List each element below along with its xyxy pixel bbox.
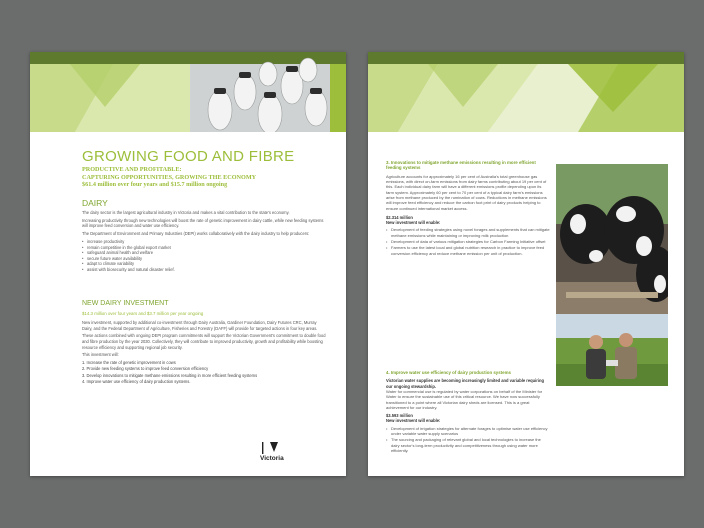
section-4-amount: $3.593 million xyxy=(386,413,413,419)
section-3-heading: 3. Innovations to mitigate methane emissions resulting in more efficient feeding systems xyxy=(386,160,536,171)
right-page xyxy=(368,52,684,476)
list-item: 3. Develop innovations to mitigate methane emissions resulting in more efficient feeding systems xyxy=(82,372,258,378)
list-item: 2. Provide new feeding systems to improve feed conversion efficiency xyxy=(82,366,209,372)
investment-paragraph: These actions combined with ongoing DEPI program commitments will support the Victorian Government's commitment to double food and fibre production by the year 2030. Collectively, they will contribute to improved productivity, growth and profitability while boosting resource efficiency and supporting regional job security. xyxy=(82,333,326,350)
section-3-bullets xyxy=(386,227,550,255)
dairy-body xyxy=(82,210,328,273)
list-item: • The sourcing and packaging of relevant global and local technologies to increase the dairy sector's long-term productivity and competitiveness through using water more efficiently. xyxy=(386,437,550,453)
dairy-heading: DAIRY xyxy=(82,198,108,208)
list-item: 1. Increase the rate of genetic improvement in cows xyxy=(82,360,176,366)
section-4-lead: Victorian water supplies are becoming increasingly limited and variable requiring our ongoing stewardship. xyxy=(386,378,545,389)
right-banner-graphic xyxy=(368,52,684,132)
left-banner xyxy=(30,52,346,132)
list-item: • Development of data of various mitigation strategies for Carbon Farming Initiative offset xyxy=(386,239,550,244)
section-3-enable: New investment will enable: xyxy=(386,220,441,226)
investment-heading: NEW DAIRY INVESTMENT xyxy=(82,300,169,307)
section-3 xyxy=(386,160,550,257)
dairy-paragraph: The dairy sector is the largest agricultural industry in Victoria and makes a vital contribution to the state's economy. xyxy=(82,210,290,215)
section-3-amount: $2.314 million xyxy=(386,214,413,220)
left-banner-graphic xyxy=(30,52,346,132)
investment-paragraph: New investment, supported by additional co-investment through Dairy Australia, Gardiner Foundation, Dairy Futures CRC, Murray Dairy, and the Federal Department of Agriculture, Fisheries and Forestry (DAFF) will provide for targeted actions in four key areas. xyxy=(82,320,318,331)
list-item: • increase productivity xyxy=(82,239,328,245)
dairy-bullet-list xyxy=(82,239,328,273)
list-item: • assist with biosecurity and natural disaster relief. xyxy=(82,267,328,273)
list-item: • secure future water availability xyxy=(82,256,328,262)
section-3-text: Agriculture accounts for approximately 16 per cent of Australia's total greenhouse gas emissions, with direct on-farm emissions from dairy farms contributing about 19 per cent of this. Each individual dairy farm will have a different emissions profile depending upon its farm system. Approximately 60 per cent to 70 per cent of a typical dairy farm's emissions arise from methane produced by the rumination of cows. Reductions in methane emissions will improve feed efficiency and reduce the carbon foot print of dairy products helping to ensure continued international market access. xyxy=(386,173,547,211)
investment-paragraph: This investment will: xyxy=(82,352,119,358)
list-item: • Development of feeding strategies using novel forages and supplements that can mitigate methane emissions while maintaining or improving milk production xyxy=(386,227,550,238)
dairy-paragraph: Increasing productivity through new technologies will boost the rate of genetic improvement in dairy cattle, while new feeding systems will improve feed conversion and water use efficiency. xyxy=(82,217,324,229)
list-item: • Farmers to use the latest local and global nutrition research in practice to improve feed conversion efficiency and reduce methane emission per unit of production. xyxy=(386,245,550,256)
investment-amount: $14.3 million over four years and $3.7 million per year ongoing xyxy=(82,311,204,316)
section-4-text: Water for commercial use is regulated by water corporations on behalf of the Minister for Water to ensure the sustainable use of this critical resource. We have now successfully transitioned to a point where all Victorian dairy sheds are licensed. This is a great achievement for our industry. xyxy=(386,389,543,410)
list-item: • safeguard animal health and welfare xyxy=(82,250,328,256)
farmers-photo xyxy=(556,314,668,386)
victoria-logo-text: Victoria xyxy=(260,455,284,462)
investment-body xyxy=(82,320,328,385)
section-4-bullets xyxy=(386,426,550,453)
cows-photo-graphic xyxy=(556,164,668,322)
right-banner xyxy=(368,52,684,132)
left-page xyxy=(30,52,346,476)
page-subtitle: PRODUCTIVE AND PROFITABLE: CAPTURING OPPORTUNITIES, GROWING THE ECONOMY $61.4 million over four years and $15.7 million ongoing xyxy=(82,166,257,189)
list-item: • adapt to climate variability xyxy=(82,261,328,267)
farmers-photo-graphic xyxy=(556,314,668,386)
list-item: • remain competitive in the global export market xyxy=(82,245,328,251)
list-item: • Development of irrigation strategies for alternate forages to optimise water use efficiency under variable water supply scenarios xyxy=(386,426,550,437)
section-4-enable: New investment will enable: xyxy=(386,418,441,424)
dairy-paragraph: The Department of Environment and Primary Industries (DEPI) works collaboratively with the dairy industry to help producers: xyxy=(82,231,310,237)
cows-photo xyxy=(556,164,668,322)
section-4-heading: 4. Improve water use efficiency of dairy production systems xyxy=(386,370,511,375)
list-item: 4. Improve water use efficiency of dairy production systems. xyxy=(82,378,191,384)
investment-list xyxy=(82,360,328,385)
page-title: GROWING FOOD AND FIBRE xyxy=(82,148,295,165)
section-4 xyxy=(386,370,550,454)
